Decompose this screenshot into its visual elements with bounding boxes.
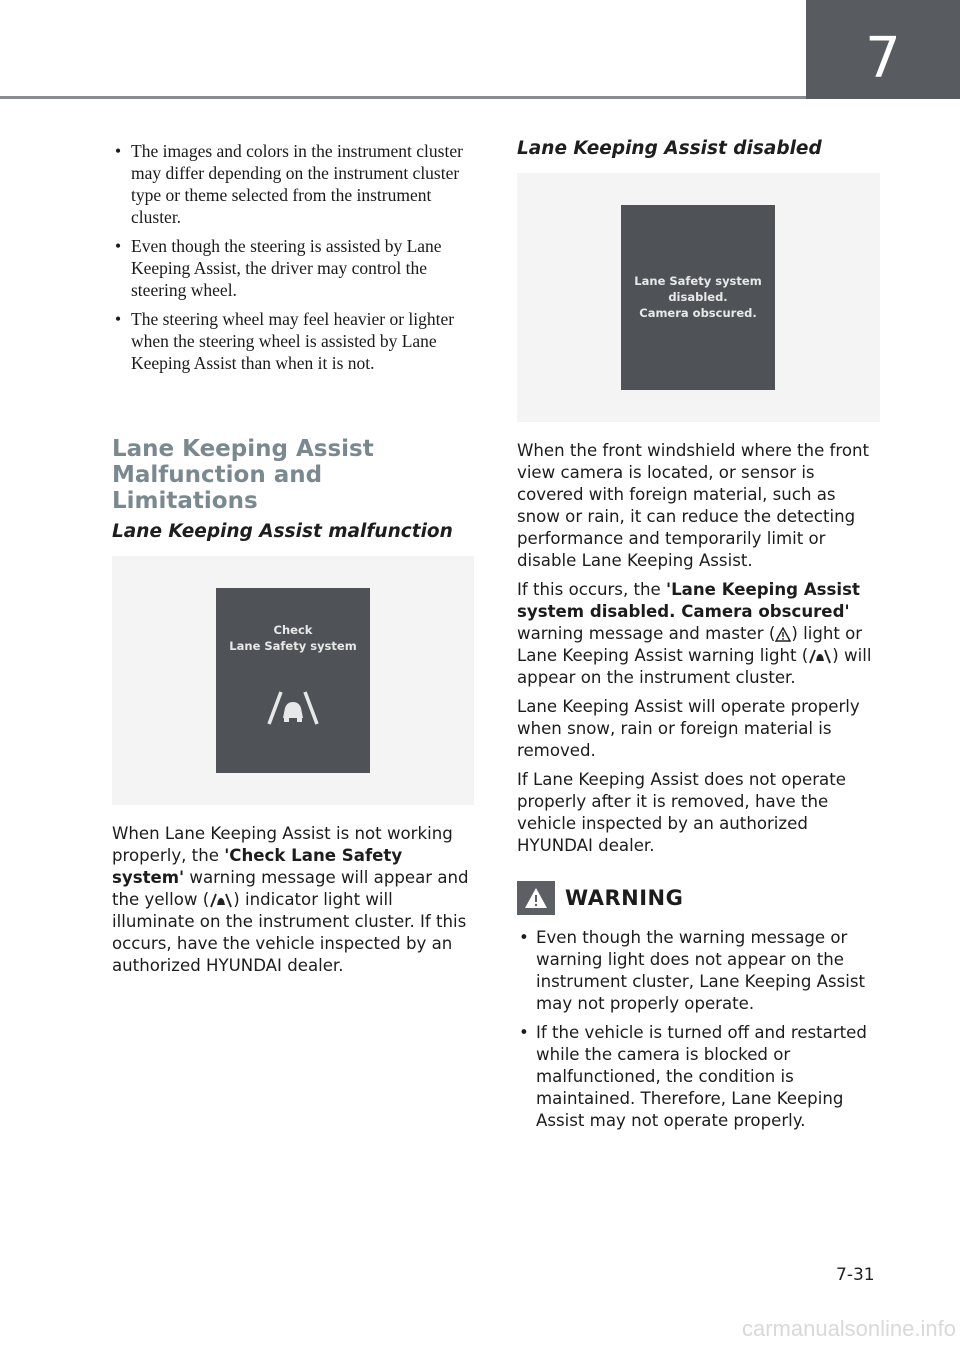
list-item: • The images and colors in the instrument cluster may differ depending on the instrument cluster type or theme selected from the instrument cluster. <box>112 140 474 228</box>
paragraph: If this occurs, the 'Lane Keeping Assist system disabled. Camera obscured' warning message and master ( ) light or Lane Keeping Assist warning light ( ) will appear on the instrument cluster. <box>517 580 872 687</box>
screen-line: Check <box>273 623 313 637</box>
malfunction-figure <box>112 556 474 805</box>
warning-list <box>517 927 882 1132</box>
screen-line: Lane Safety system <box>229 639 357 653</box>
disabled-text <box>517 440 882 1139</box>
cluster-screen <box>621 205 775 390</box>
malfunction-title: Lane Keeping Assist malfunction <box>112 521 453 542</box>
malfunction-paragraph: When Lane Keeping Assist is not working properly, the 'Check Lane Safety system' warning message will appear and the yellow ( ) indicator light will illuminate on the instrument cluster. If this occurs, have the vehicle inspected by an authorized HYUNDAI dealer. <box>112 824 469 975</box>
paragraph: When the front windshield where the front view camera is located, or sensor is covered with foreign material, such as snow or rain, it can reduce the detecting performance and temporarily limit or disable Lane Keeping Assist. <box>517 441 870 570</box>
page-number: 7-31 <box>836 1265 875 1285</box>
chapter-tab: 7 <box>806 0 960 99</box>
warning-heading: WARNING <box>517 881 882 915</box>
master-warning-icon <box>775 627 791 642</box>
left-column <box>112 140 474 381</box>
screen-line: Camera obscured. <box>639 306 757 320</box>
list-item: • If the vehicle is turned off and restarted while the camera is blocked or malfunctioned, the condition is maintained. Therefore, Lane Keeping Assist may not operate properly. <box>517 1022 882 1132</box>
screen-line: Lane Safety system <box>634 274 762 288</box>
lane-assist-indicator-icon <box>209 892 233 908</box>
header-rule <box>0 96 806 99</box>
section-title: Lane Keeping Assist Malfunction and Limitations <box>112 436 374 514</box>
warning-icon <box>517 881 555 915</box>
list-item: • Even though the steering is assisted by Lane Keeping Assist, the driver may control the steering wheel. <box>112 235 474 301</box>
disabled-title: Lane Keeping Assist disabled <box>517 138 822 159</box>
list-item: • The steering wheel may feel heavier or lighter when the steering wheel is assisted by Lane Keeping Assist than when it is not. <box>112 308 474 374</box>
list-item: • Even though the warning message or warning light does not appear on the instrument cluster, Lane Keeping Assist may not properly operate. <box>517 927 882 1015</box>
lane-assist-warning-icon <box>808 648 832 664</box>
cluster-screen <box>216 588 370 773</box>
notes-list <box>112 140 474 374</box>
screen-line: disabled. <box>668 290 728 304</box>
paragraph: If Lane Keeping Assist does not operate properly after it is removed, have the vehicle inspected by an authorized HYUNDAI dealer. <box>517 770 846 855</box>
paragraph: Lane Keeping Assist will operate properly when snow, rain or foreign material is removed. <box>517 697 860 760</box>
lane-assist-icon <box>263 688 323 728</box>
disabled-figure <box>517 173 880 422</box>
watermark: carmanualsonline.info <box>741 1316 956 1341</box>
